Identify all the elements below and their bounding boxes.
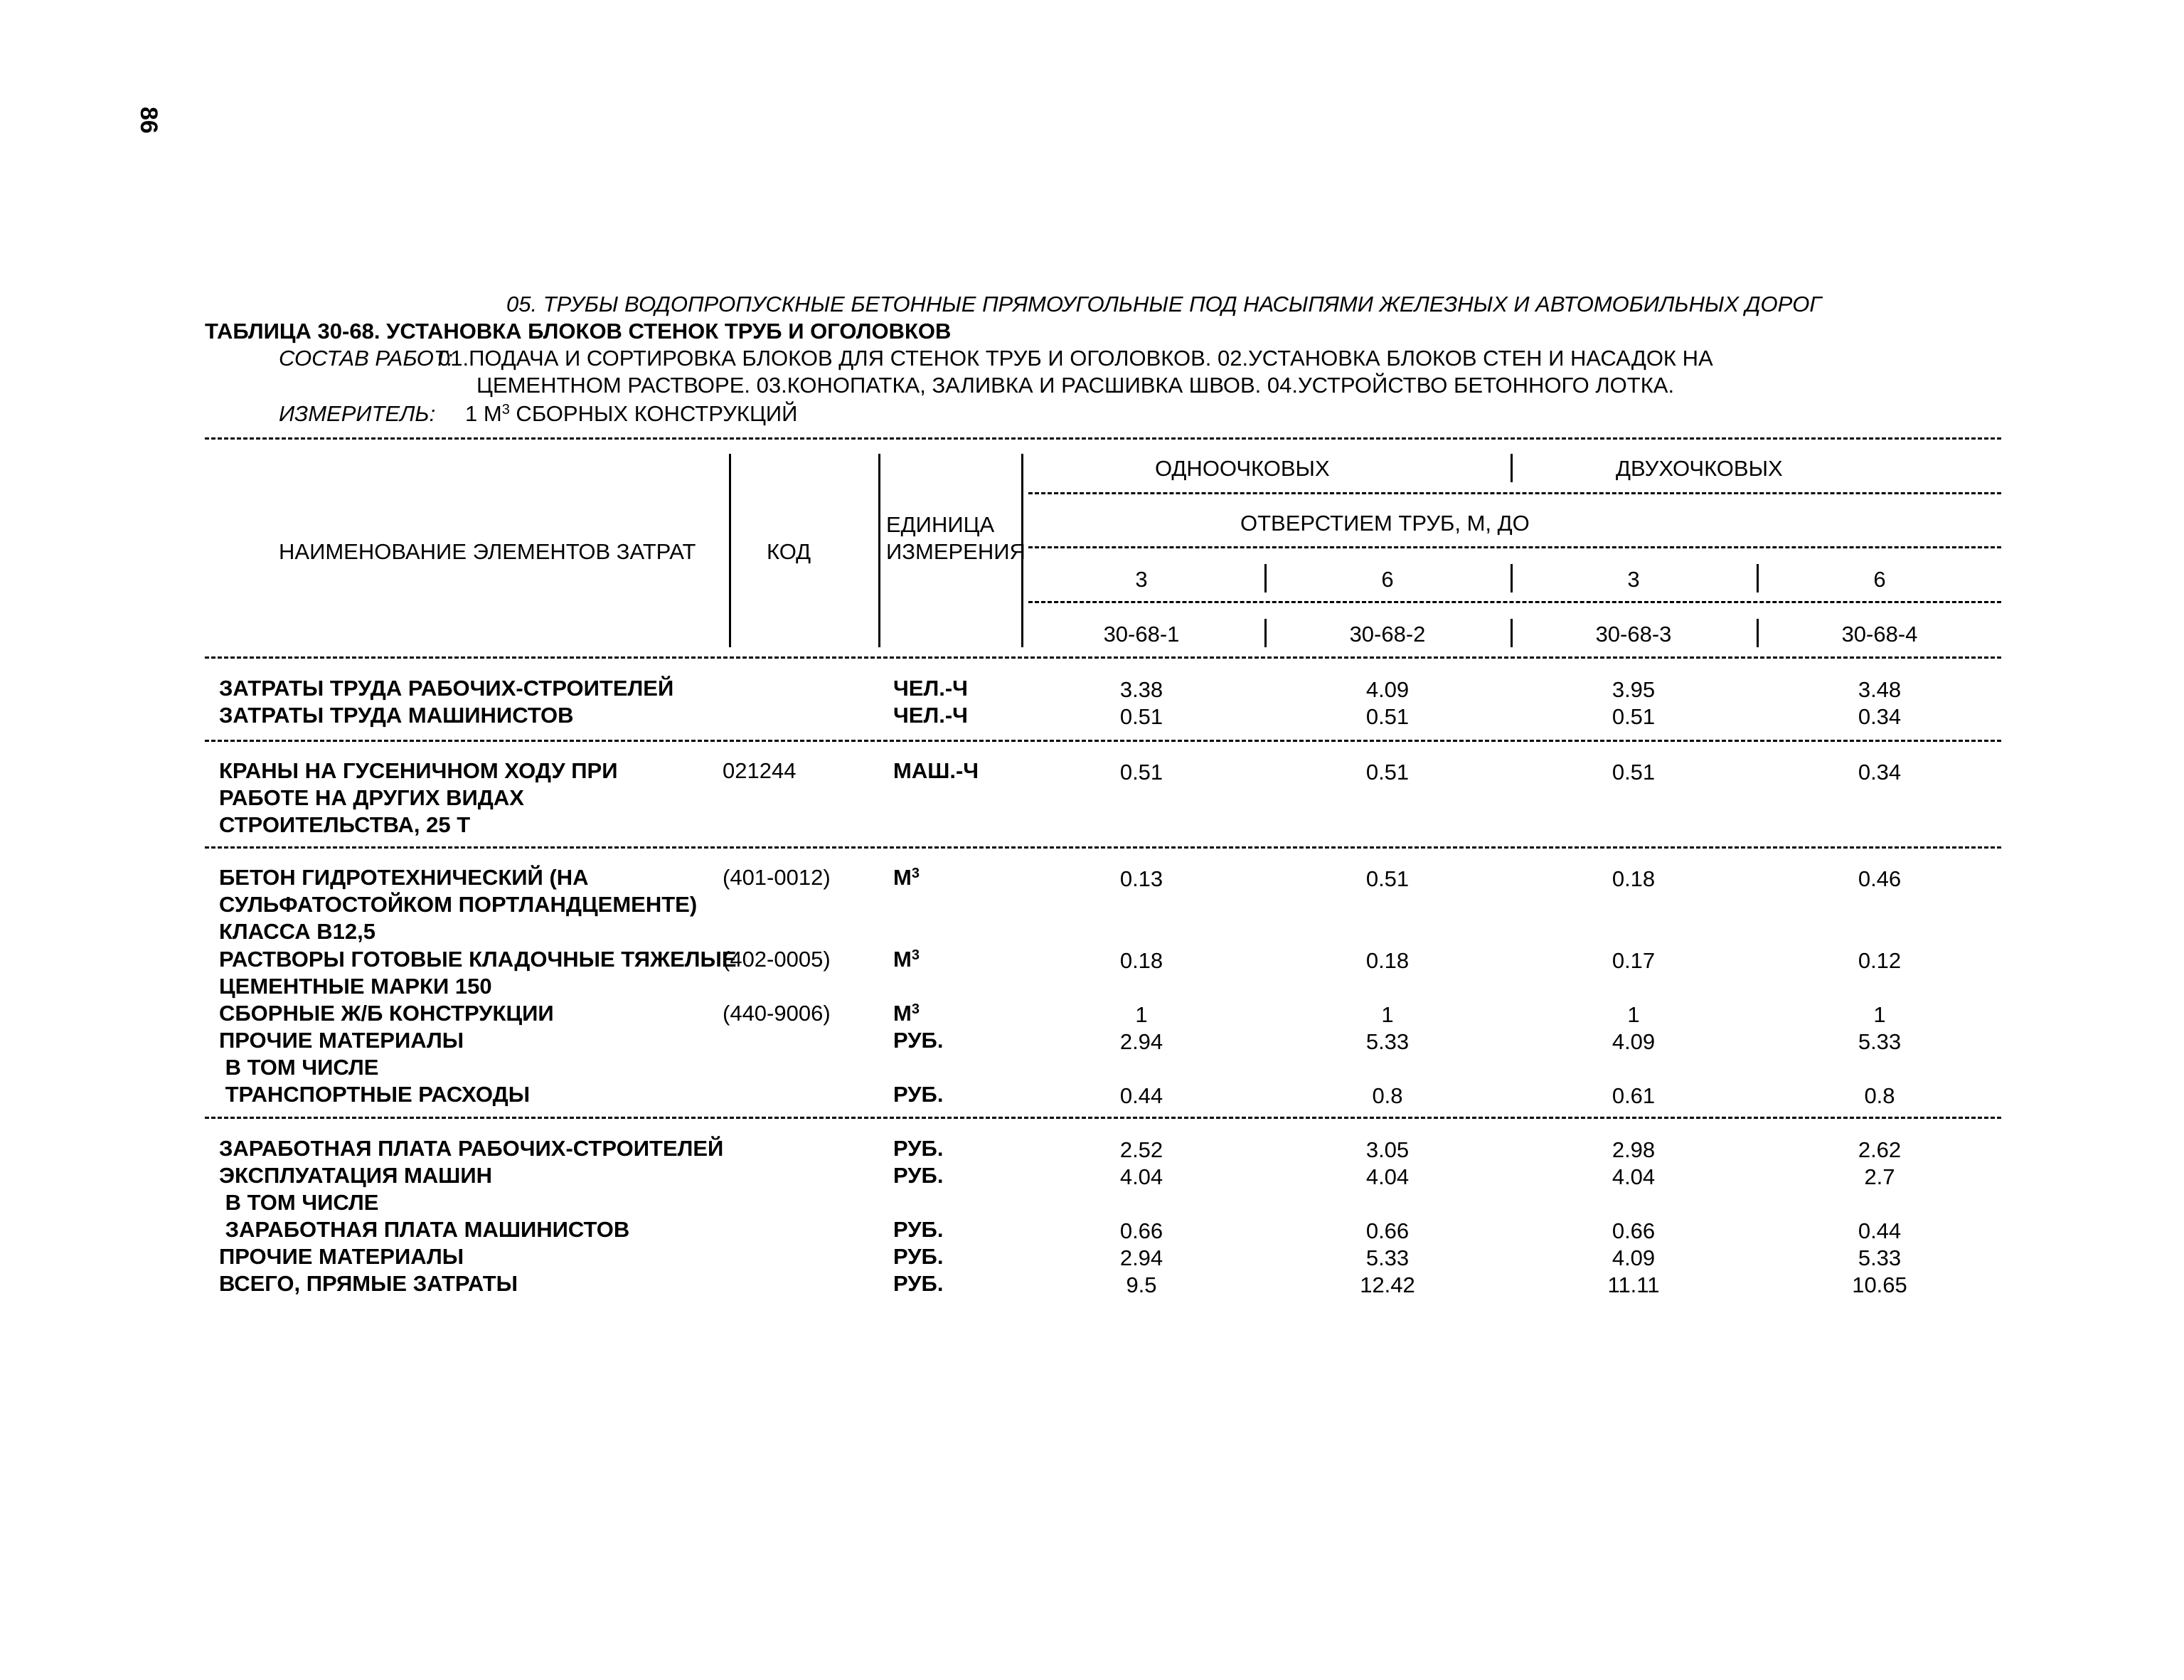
row-value-col-1: 3.38 (1119, 677, 1163, 702)
row-code: (402-0005) (723, 947, 831, 972)
col-size-3: 3 (1627, 567, 1640, 592)
row-name: ВСЕГО, ПРЯМЫЕ ЗАТРАТЫ (219, 1271, 518, 1296)
rule-header-bottom (205, 656, 2001, 659)
col-header-name: НАИМЕНОВАНИЕ ЭЛЕМЕНТОВ ЗАТРАТ (279, 539, 696, 564)
col-size-1: 3 (1135, 567, 1148, 592)
vsep-code-unit (878, 454, 880, 647)
row-name: ПРОЧИЕ МАТЕРИАЛЫ (219, 1028, 464, 1053)
row-unit: $М^3$ (893, 865, 920, 890)
rule-group (1028, 492, 2001, 494)
col-opening: ОТВЕРСТИЕМ ТРУБ, М, ДО (1240, 511, 1530, 536)
row-value-col-3: 1 (1627, 1002, 1640, 1027)
row-name: ЦЕМЕНТНЫЕ МАРКИ 150 (219, 974, 492, 999)
row-value-col-3: 4.04 (1612, 1164, 1656, 1189)
composition-label: СОСТАВ РАБОТ: (279, 346, 454, 371)
row-value-col-3: 0.51 (1612, 760, 1656, 785)
page-number: 86 (135, 107, 162, 134)
row-name: БЕТОН ГИДРОТЕХНИЧЕСКИЙ (НА (219, 865, 589, 890)
row-value-col-2: 0.66 (1365, 1218, 1410, 1243)
row-value-col-3: 0.66 (1612, 1218, 1656, 1243)
row-unit: РУБ. (893, 1082, 944, 1107)
row-name: ЗАРАБОТНАЯ ПЛАТА РАБОЧИХ-СТРОИТЕЛЕЙ (219, 1136, 724, 1161)
row-value-col-1: 0.13 (1119, 866, 1163, 891)
row-value-col-2: 3.05 (1365, 1137, 1410, 1162)
row-name: СТРОИТЕЛЬСТВА, 25 Т (219, 812, 471, 837)
row-unit: РУБ. (893, 1271, 944, 1296)
vsep-size-3 (1757, 564, 1759, 592)
row-value-col-4: 0.44 (1858, 1218, 1902, 1243)
vsep-size-1 (1264, 564, 1267, 592)
row-code: 021244 (723, 758, 797, 783)
rule-section-3 (205, 1117, 2001, 1119)
rule-top (205, 437, 2001, 440)
col-header-unit-1: ЕДИНИЦА (886, 512, 995, 537)
row-name: КРАНЫ НА ГУСЕНИЧНОМ ХОДУ ПРИ (219, 758, 618, 783)
row-value-col-1: 2.52 (1119, 1137, 1163, 1162)
row-value-col-4: 1 (1873, 1002, 1886, 1027)
row-value-col-1: 4.04 (1119, 1164, 1163, 1189)
vsep-code-3 (1757, 619, 1759, 647)
row-value-col-2: 0.51 (1365, 760, 1410, 785)
vsep-code-1 (1264, 619, 1267, 647)
row-code: (440-9006) (723, 1001, 831, 1026)
row-value-col-1: 2.94 (1119, 1029, 1163, 1054)
row-value-col-2: 4.04 (1365, 1164, 1410, 1189)
row-name: ТРАНСПОРТНЫЕ РАСХОДЫ (219, 1082, 531, 1107)
row-value-col-3: 0.17 (1612, 948, 1656, 973)
table-title: ТАБЛИЦА 30-68. УСТАНОВКА БЛОКОВ СТЕНОК ТРУБ И ОГОЛОВКОВ (205, 319, 952, 344)
row-name: РАБОТЕ НА ДРУГИХ ВИДАХ (219, 785, 524, 810)
rule-section-1 (205, 740, 2001, 742)
row-value-col-3: 3.95 (1612, 677, 1656, 702)
col-code-4: 30-68-4 (1841, 622, 1918, 647)
row-value-col-4: 0.34 (1858, 704, 1902, 729)
row-code: (401-0012) (723, 865, 831, 890)
row-value-col-4: 2.7 (1864, 1164, 1895, 1189)
row-unit: РУБ. (893, 1028, 944, 1053)
row-value-col-3: 4.09 (1612, 1245, 1656, 1270)
row-unit: МАШ.-Ч (893, 758, 979, 783)
row-value-col-2: 12.42 (1360, 1272, 1415, 1297)
row-value-col-3: 11.11 (1607, 1272, 1660, 1297)
measure-value: 1 $М^3$ СБОРНЫХ КОНСТРУКЦИЙ (465, 401, 798, 426)
col-code-3: 30-68-3 (1595, 622, 1672, 647)
row-unit: РУБ. (893, 1136, 944, 1161)
row-name: РАСТВОРЫ ГОТОВЫЕ КЛАДОЧНЫЕ ТЯЖЕЛЫЕ (219, 947, 737, 972)
row-value-col-4: 0.8 (1864, 1083, 1895, 1108)
col-size-4: 6 (1873, 567, 1886, 592)
composition-line-1: 01.ПОДАЧА И СОРТИРОВКА БЛОКОВ ДЛЯ СТЕНОК ТРУБ И ОГОЛОВКОВ. 02.УСТАНОВКА БЛОКОВ СТЕН И НАСАДОК НА (438, 346, 1713, 371)
vsep-name-code (729, 454, 731, 647)
row-value-col-4: 0.34 (1858, 760, 1902, 785)
row-value-col-4: 0.12 (1858, 948, 1902, 973)
composition-line-2: ЦЕМЕНТНОМ РАСТВОРЕ. 03.КОНОПАТКА, ЗАЛИВКА И РАСШИВКА ШВОВ. 04.УСТРОЙСТВО БЕТОННОГО ЛОТКА. (476, 373, 1675, 398)
row-value-col-1: 2.94 (1119, 1245, 1163, 1270)
row-value-col-3: 0.51 (1612, 704, 1656, 729)
row-value-col-2: 0.8 (1372, 1083, 1403, 1108)
row-unit: РУБ. (893, 1244, 944, 1269)
row-value-col-4: 3.48 (1858, 677, 1902, 702)
row-value-col-3: 2.98 (1612, 1137, 1656, 1162)
col-group-double: ДВУХОЧКОВЫХ (1616, 456, 1783, 481)
row-name: ЭКСПЛУАТАЦИЯ МАШИН (219, 1163, 493, 1188)
col-header-unit-2: ИЗМЕРЕНИЯ (886, 539, 1026, 564)
row-value-col-3: 4.09 (1612, 1029, 1656, 1054)
row-name: КЛАССА В12,5 (219, 919, 376, 944)
col-size-2: 6 (1381, 567, 1394, 592)
row-value-col-2: 0.18 (1365, 948, 1410, 973)
row-name: ЗАРАБОТНАЯ ПЛАТА МАШИНИСТОВ (219, 1217, 630, 1242)
vsep-size-2 (1511, 564, 1513, 592)
row-value-col-4: 5.33 (1858, 1029, 1902, 1054)
row-value-col-2: 5.33 (1365, 1245, 1410, 1270)
row-value-col-1: 0.51 (1119, 760, 1163, 785)
row-unit: РУБ. (893, 1217, 944, 1242)
row-value-col-2: 1 (1381, 1002, 1394, 1027)
col-header-code: КОД (767, 539, 811, 564)
row-value-col-1: 0.18 (1119, 948, 1163, 973)
row-name: ЗАТРАТЫ ТРУДА РАБОЧИХ-СТРОИТЕЛЕЙ (219, 676, 674, 701)
row-unit: $М^3$ (893, 1001, 920, 1026)
row-name: СУЛЬФАТОСТОЙКОМ ПОРТЛАНДЦЕМЕНТЕ) (219, 892, 698, 917)
vsep-code-2 (1511, 619, 1513, 647)
row-name: СБОРНЫЕ Ж/Б КОНСТРУКЦИИ (219, 1001, 554, 1026)
col-group-single: ОДНООЧКОВЫХ (1155, 456, 1330, 481)
row-value-col-2: 0.51 (1365, 866, 1410, 891)
row-unit: $М^3$ (893, 947, 920, 972)
col-code-1: 30-68-1 (1103, 622, 1180, 647)
col-code-2: 30-68-2 (1349, 622, 1426, 647)
rule-sizes (1028, 601, 2001, 603)
row-value-col-1: 1 (1135, 1002, 1148, 1027)
row-name: В ТОМ ЧИСЛЕ (219, 1055, 379, 1080)
section-title: 05. ТРУБЫ ВОДОПРОПУСКНЫЕ БЕТОННЫЕ ПРЯМОУГОЛЬНЫЕ ПОД НАСЫПЯМИ ЖЕЛЕЗНЫХ И АВТОМОБИЛЬНЫХ ДОРОГ (506, 292, 1822, 317)
row-value-col-4: 2.62 (1858, 1137, 1902, 1162)
row-value-col-1: 0.44 (1119, 1083, 1163, 1108)
row-value-col-2: 4.09 (1365, 677, 1410, 702)
row-name: ЗАТРАТЫ ТРУДА МАШИНИСТОВ (219, 703, 574, 728)
row-unit: ЧЕЛ.-Ч (893, 676, 968, 701)
row-unit: ЧЕЛ.-Ч (893, 703, 968, 728)
row-unit: РУБ. (893, 1163, 944, 1188)
vsep-group (1511, 454, 1513, 482)
row-value-col-2: 5.33 (1365, 1029, 1410, 1054)
row-value-col-4: 10.65 (1852, 1272, 1907, 1297)
row-value-col-4: 0.46 (1858, 866, 1902, 891)
rule-opening (1028, 546, 2001, 548)
row-value-col-1: 0.51 (1119, 704, 1163, 729)
row-value-col-1: 0.66 (1119, 1218, 1163, 1243)
row-value-col-3: 0.61 (1612, 1083, 1656, 1108)
measure-label: ИЗМЕРИТЕЛЬ: (279, 401, 436, 426)
row-value-col-2: 0.51 (1365, 704, 1410, 729)
row-name: ПРОЧИЕ МАТЕРИАЛЫ (219, 1244, 464, 1269)
rule-section-2 (205, 846, 2001, 849)
row-name: В ТОМ ЧИСЛЕ (219, 1190, 379, 1215)
row-value-col-3: 0.18 (1612, 866, 1656, 891)
row-value-col-4: 5.33 (1858, 1245, 1902, 1270)
row-value-col-1: 9.5 (1126, 1272, 1157, 1297)
